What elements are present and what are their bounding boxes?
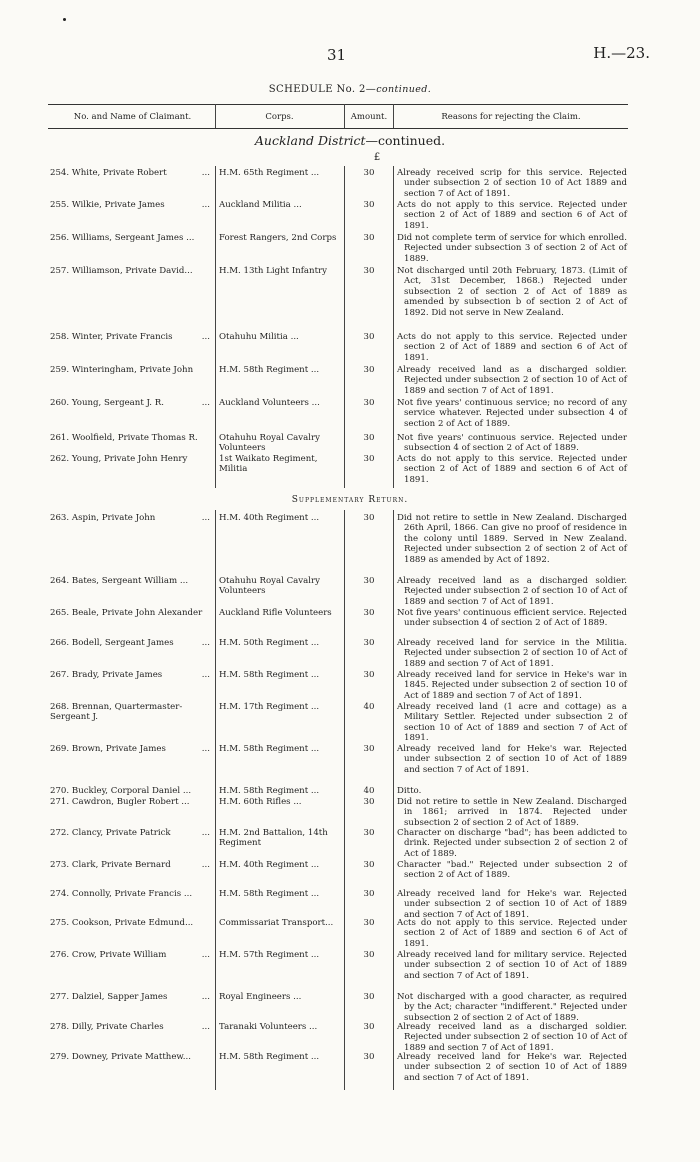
claimant-cell bbox=[50, 266, 214, 276]
claimant-cell bbox=[50, 860, 214, 870]
reason-cell bbox=[397, 786, 627, 796]
amount-cell: 30 bbox=[363, 1052, 375, 1062]
amount-cell: 30 bbox=[363, 365, 375, 375]
claimant-cell bbox=[50, 702, 214, 723]
page-number: 31 bbox=[327, 46, 347, 64]
leader-dots: ... bbox=[201, 638, 210, 648]
corps-cell: H.M. 58th Regiment ... bbox=[219, 670, 320, 680]
claimant-name: Bodell, Sergeant James bbox=[71, 638, 174, 648]
reason-cell bbox=[397, 365, 627, 396]
corps-cell: Commissariat Transport... bbox=[219, 918, 334, 928]
column-divider bbox=[215, 166, 216, 488]
claimant-name: Winter, Private Francis bbox=[71, 332, 173, 342]
claimant-cell bbox=[50, 608, 214, 618]
amount-cell: 30 bbox=[363, 433, 375, 443]
claim-number: 259. bbox=[50, 365, 70, 375]
reason-cell bbox=[397, 638, 627, 669]
claim-number: 260. bbox=[50, 398, 70, 408]
leader-dots: ... bbox=[201, 1022, 210, 1032]
district-suffix: —continued. bbox=[365, 133, 446, 148]
reason-text: Acts do not apply to this service. Rejected under section 2 of Act of 1889 and section 6 of Act of 1891. bbox=[397, 200, 627, 231]
claimant-cell bbox=[50, 433, 214, 443]
claim-number: 266. bbox=[50, 638, 70, 648]
reason-text: Already received land as a discharged soldier. Rejected under subsection 2 of section 10 of Act of 1889 and section 7 of Act of 1891. bbox=[397, 576, 627, 607]
reason-cell bbox=[397, 670, 627, 701]
reason-cell bbox=[397, 266, 627, 318]
reason-cell bbox=[397, 1052, 627, 1083]
claimant-cell bbox=[50, 744, 214, 754]
claim-number: 264. bbox=[50, 576, 70, 586]
corps-cell: H.M. 2nd Battalion, 14th Regiment bbox=[219, 828, 328, 849]
corps-cell: Otahuhu Royal Cavalry Volunteers bbox=[219, 433, 320, 454]
corps-cell: H.M. 58th Regiment ... bbox=[219, 889, 320, 899]
reason-cell bbox=[397, 744, 627, 775]
claimant-cell bbox=[50, 950, 214, 960]
reason-text: Already received land for service in the Militia. Rejected under subsection 2 of section 10 of Act of 1889 and section 7 of Act of 1891. bbox=[397, 638, 627, 669]
amount-cell: 30 bbox=[363, 576, 375, 586]
reason-text: Already received land for military service. Rejected under subsection 2 of section 10 of Act of 1889 and section 7 of Act of 1891. bbox=[397, 950, 627, 981]
reason-cell bbox=[397, 398, 627, 429]
reason-cell bbox=[397, 797, 627, 828]
corps-cell: Taranaki Volunteers ... bbox=[219, 1022, 318, 1032]
reason-text: Not discharged with a good character, as required by the Act; character "indifferent." Rejected under subsection 2 of section 2 of Act of 1889. bbox=[397, 992, 627, 1023]
amount-cell: 30 bbox=[363, 168, 375, 178]
amount-cell: 30 bbox=[363, 744, 375, 754]
leader-dots: ... bbox=[201, 950, 210, 960]
claim-number: 273. bbox=[50, 860, 70, 870]
claimant-cell bbox=[50, 786, 214, 796]
claim-number: 278. bbox=[50, 1022, 70, 1032]
claimant-cell bbox=[50, 168, 214, 178]
claimant-cell bbox=[50, 797, 214, 807]
claimant-cell bbox=[50, 365, 214, 375]
claimant-name: Brady, Private James bbox=[71, 670, 163, 680]
leader-dots: ... bbox=[201, 398, 210, 408]
corps-cell: Forest Rangers, 2nd Corps bbox=[219, 233, 337, 243]
claimant-cell bbox=[50, 398, 214, 408]
claim-number: 279. bbox=[50, 1052, 70, 1062]
claimant-cell bbox=[50, 576, 214, 586]
claimant-name: Dalziel, Sapper James bbox=[71, 992, 168, 1002]
amount-cell: 30 bbox=[363, 670, 375, 680]
column-divider bbox=[393, 510, 394, 1090]
reason-text: Not five years' continuous efficient service. Rejected under subsection 4 of section 2 of Act of 1889. bbox=[397, 608, 627, 629]
claimant-name: Wilkie, Private James bbox=[71, 200, 165, 210]
reason-cell bbox=[397, 950, 627, 981]
corps-cell: H.M. 17th Regiment ... bbox=[219, 702, 320, 712]
claimant-name: Connolly, Private Francis ... bbox=[71, 889, 193, 899]
corps-cell: Auckland Militia ... bbox=[219, 200, 302, 210]
column-divider bbox=[344, 510, 345, 1090]
claimant-name: Brown, Private James bbox=[71, 744, 166, 754]
claimant-name: Clark, Private Bernard bbox=[71, 860, 171, 870]
schedule-title bbox=[0, 84, 700, 95]
claimant-cell bbox=[50, 638, 214, 648]
claimant-cell bbox=[50, 233, 214, 243]
reason-text: Already received land for Heke's war. Rejected under subsection 2 of section 10 of Act of 1889 and section 7 of Act of 1891. bbox=[397, 1052, 627, 1083]
reason-cell bbox=[397, 332, 627, 363]
column-divider bbox=[344, 166, 345, 488]
reason-cell bbox=[397, 889, 627, 920]
claimant-cell bbox=[50, 454, 214, 464]
column-header-amount: Amount. bbox=[350, 112, 388, 122]
reason-text: Not discharged until 20th February, 1873. (Limit of Act, 31st December, 1868.) Rejected under subsection 2 of section 2 of Act of 1889 as amended by subsection b of section 2 of Act of 1892. Did not serve in New Zealand. bbox=[397, 266, 627, 318]
claimant-cell bbox=[50, 332, 214, 342]
claim-number: 265. bbox=[50, 608, 70, 618]
reason-cell bbox=[397, 433, 627, 454]
page-mark bbox=[63, 18, 66, 21]
claim-number: 261. bbox=[50, 433, 70, 443]
district-name: Auckland District bbox=[254, 133, 366, 148]
supplementary-heading: Supplementary Return. bbox=[291, 495, 409, 505]
schedule-continued: continued. bbox=[376, 84, 432, 95]
amount-cell: 30 bbox=[363, 918, 375, 928]
claimant-cell bbox=[50, 828, 214, 838]
claimant-cell bbox=[50, 1022, 214, 1032]
leader-dots: ... bbox=[201, 670, 210, 680]
claimant-cell bbox=[50, 200, 214, 210]
claimant-name: White, Private Robert bbox=[71, 168, 167, 178]
schedule-title-text: SCHEDULE No. 2— bbox=[268, 84, 377, 95]
reason-text: Already received land (1 acre and cottage) as a Military Settler. Rejected under subsection 2 of section 10 of Act of 1889 and section 7 of Act of 1891. bbox=[397, 702, 627, 744]
amount-cell: 30 bbox=[363, 828, 375, 838]
reason-text: Character "bad." Rejected under subsection 2 of section 2 of Act of 1889. bbox=[397, 860, 627, 881]
reason-cell bbox=[397, 702, 627, 744]
corps-cell: H.M. 58th Regiment ... bbox=[219, 365, 320, 375]
reason-text: Already received land for Heke's war. Rejected under subsection 2 of section 10 of Act of 1889 and section 7 of Act of 1891. bbox=[397, 889, 627, 920]
claim-number: 255. bbox=[50, 200, 70, 210]
corps-cell: H.M. 58th Regiment ... bbox=[219, 786, 320, 796]
corps-cell: 1st Waikato Regiment, Militia bbox=[219, 454, 318, 475]
reason-cell bbox=[397, 608, 627, 629]
reason-text: Already received land as a discharged soldier. Rejected under subsection 2 of section 10 of Act of 1889 and section 7 of Act of 1891. bbox=[397, 1022, 627, 1053]
reason-cell bbox=[397, 576, 627, 607]
reason-text: Acts do not apply to this service. Rejected under section 2 of Act of 1889 and section 6 of Act of 1891. bbox=[397, 454, 627, 485]
claim-number: 271. bbox=[50, 797, 70, 807]
claimant-name: Clancy, Private Patrick bbox=[71, 828, 171, 838]
claimant-name: Downey, Private Matthew... bbox=[71, 1052, 191, 1062]
corps-cell: H.M. 58th Regiment ... bbox=[219, 1052, 320, 1062]
corps-cell: Otahuhu Militia ... bbox=[219, 332, 299, 342]
claim-number: 256. bbox=[50, 233, 70, 243]
column-divider bbox=[393, 166, 394, 488]
leader-dots: ... bbox=[201, 168, 210, 178]
reason-text: Already received land as a discharged soldier. Rejected under subsection 2 of section 10 of Act of 1889 and section 7 of Act of 1891. bbox=[397, 365, 627, 396]
corps-cell: H.M. 50th Regiment ... bbox=[219, 638, 320, 648]
claimant-cell bbox=[50, 513, 214, 523]
claimant-name: Williamson, Private David... bbox=[71, 266, 193, 276]
claimant-cell bbox=[50, 889, 214, 899]
claim-number: 257. bbox=[50, 266, 70, 276]
amount-cell: 30 bbox=[363, 233, 375, 243]
leader-dots: ... bbox=[201, 860, 210, 870]
corps-cell: H.M. 58th Regiment ... bbox=[219, 744, 320, 754]
claim-number: 262. bbox=[50, 454, 70, 464]
claimant-name: Young, Sergeant J. R. bbox=[71, 398, 164, 408]
column-header-name: No. and Name of Claimant. bbox=[73, 112, 192, 122]
column-divider bbox=[215, 510, 216, 1090]
claim-number: 268. bbox=[50, 702, 70, 712]
corps-cell: Royal Engineers ... bbox=[219, 992, 302, 1002]
claimant-name: Crow, Private William bbox=[71, 950, 167, 960]
corps-cell: Otahuhu Royal Cavalry Volunteers bbox=[219, 576, 320, 597]
reason-cell bbox=[397, 992, 627, 1023]
claimant-name: Dilly, Private Charles bbox=[71, 1022, 164, 1032]
claimant-name: Young, Private John Henry bbox=[71, 454, 188, 464]
reason-text: Not five years' continuous service; no record of any service whatever. Rejected under subsection 4 of section 2 of Act of 1889. bbox=[397, 398, 627, 429]
claim-number: 254. bbox=[50, 168, 70, 178]
reason-cell bbox=[397, 860, 627, 881]
amount-cell: 30 bbox=[363, 992, 375, 1002]
reason-text: Acts do not apply to this service. Rejected under section 2 of Act of 1889 and section 6 of Act of 1891. bbox=[397, 332, 627, 363]
amount-cell: 30 bbox=[363, 513, 375, 523]
amount-cell: 30 bbox=[363, 332, 375, 342]
reason-cell bbox=[397, 233, 627, 264]
corps-cell: H.M. 40th Regiment ... bbox=[219, 860, 320, 870]
reason-cell bbox=[397, 1022, 627, 1053]
reason-cell bbox=[397, 513, 627, 565]
table-top-rule bbox=[48, 104, 628, 105]
claim-number: 272. bbox=[50, 828, 70, 838]
leader-dots: ... bbox=[201, 332, 210, 342]
corps-cell: H.M. 60th Rifles ... bbox=[219, 797, 302, 807]
claim-number: 258. bbox=[50, 332, 70, 342]
claim-number: 276. bbox=[50, 950, 70, 960]
reason-text: Already received scrip for this service. Rejected under subsection 2 of section 10 of Act 1889 and section 7 of Act of 1891. bbox=[397, 168, 627, 199]
corps-cell: H.M. 57th Regiment ... bbox=[219, 950, 320, 960]
claimant-name: Buckley, Corporal Daniel ... bbox=[71, 786, 192, 796]
leader-dots: ... bbox=[201, 828, 210, 838]
reason-text: Did not retire to settle in New Zealand. Discharged 26th April, 1866. Can give no proof of residence in the colony until 1889. Served in New Zealand. Rejected under subsection 2 of section 2 of Act of 1889 as amended by Act of 1892. bbox=[397, 513, 627, 565]
currency-symbol: £ bbox=[373, 152, 381, 163]
header-divider bbox=[344, 104, 345, 128]
claimant-name: Cawdron, Bugler Robert ... bbox=[71, 797, 190, 807]
amount-cell: 30 bbox=[363, 638, 375, 648]
reason-text: Ditto. bbox=[397, 786, 422, 796]
document-reference: H.—23. bbox=[593, 44, 650, 62]
claim-number: 277. bbox=[50, 992, 70, 1002]
corps-cell: H.M. 65th Regiment ... bbox=[219, 168, 320, 178]
reason-text: Did not complete term of service for which enrolled. Rejected under subsection 3 of section 2 of Act of 1889. bbox=[397, 233, 627, 264]
claimant-name: Williams, Sergeant James ... bbox=[71, 233, 195, 243]
claim-number: 263. bbox=[50, 513, 70, 523]
amount-cell: 30 bbox=[363, 797, 375, 807]
reason-text: Already received land for service in Heke's war in 1845. Rejected under subsection 2 of section 10 of Act of 1889 and section 7 of Act of 1891. bbox=[397, 670, 627, 701]
amount-cell: 30 bbox=[363, 200, 375, 210]
claim-number: 267. bbox=[50, 670, 70, 680]
corps-cell: Auckland Volunteers ... bbox=[219, 398, 320, 408]
claimant-cell bbox=[50, 992, 214, 1002]
amount-cell: 30 bbox=[363, 454, 375, 464]
amount-cell: 40 bbox=[363, 786, 375, 796]
amount-cell: 30 bbox=[363, 860, 375, 870]
leader-dots: ... bbox=[201, 744, 210, 754]
claimant-name: Brennan, Quartermaster-Sergeant J. bbox=[50, 702, 183, 723]
claim-number: 269. bbox=[50, 744, 70, 754]
corps-cell: H.M. 13th Light Infantry bbox=[219, 266, 328, 276]
corps-cell: H.M. 40th Regiment ... bbox=[219, 513, 320, 523]
header-divider bbox=[393, 104, 394, 128]
amount-cell: 40 bbox=[363, 702, 375, 712]
claim-number: 274. bbox=[50, 889, 70, 899]
amount-cell: 30 bbox=[363, 608, 375, 618]
reason-text: Already received land for Heke's war. Rejected under subsection 2 of section 10 of Act of 1889 and section 7 of Act of 1891. bbox=[397, 744, 627, 775]
claimant-name: Winteringham, Private John bbox=[71, 365, 194, 375]
reason-text: Character on discharge "bad"; has been addicted to drink. Rejected under subsection 2 of section 2 of Act of 1889. bbox=[397, 828, 627, 859]
claimant-name: Aspin, Private John bbox=[71, 513, 156, 523]
leader-dots: ... bbox=[201, 513, 210, 523]
amount-cell: 30 bbox=[363, 1022, 375, 1032]
reason-cell bbox=[397, 168, 627, 199]
claim-number: 275. bbox=[50, 918, 70, 928]
district-heading bbox=[0, 133, 700, 148]
claimant-name: Cookson, Private Edmund... bbox=[71, 918, 194, 928]
claimant-cell bbox=[50, 918, 214, 928]
corps-cell: Auckland Rifle Volunteers bbox=[219, 608, 332, 618]
amount-cell: 30 bbox=[363, 889, 375, 899]
reason-text: Acts do not apply to this service. Rejected under section 2 of Act of 1889 and section 6 of Act of 1891. bbox=[397, 918, 627, 949]
reason-cell bbox=[397, 200, 627, 231]
header-bottom-rule bbox=[48, 128, 628, 129]
leader-dots: ... bbox=[201, 200, 210, 210]
reason-text: Not five years' continuous service. Rejected under subsection 4 of section 2 of Act of 1889. bbox=[397, 433, 627, 454]
claimant-cell bbox=[50, 1052, 214, 1062]
reason-text: Did not retire to settle in New Zealand. Discharged in 1861; arrived in 1874. Rejected under subsection 2 of section 2 of Act of 1889. bbox=[397, 797, 627, 828]
claimant-name: Woolfield, Private Thomas R. bbox=[71, 433, 198, 443]
claimant-cell bbox=[50, 670, 214, 680]
header-divider bbox=[215, 104, 216, 128]
leader-dots: ... bbox=[201, 992, 210, 1002]
column-header-corps: Corps. bbox=[265, 112, 294, 122]
amount-cell: 30 bbox=[363, 950, 375, 960]
reason-cell bbox=[397, 454, 627, 485]
reason-cell bbox=[397, 828, 627, 859]
claim-number: 270. bbox=[50, 786, 70, 796]
claimant-name: Beale, Private John Alexander bbox=[71, 608, 203, 618]
amount-cell: 30 bbox=[363, 398, 375, 408]
amount-cell: 30 bbox=[363, 266, 375, 276]
reason-cell bbox=[397, 918, 627, 949]
column-header-reasons: Reasons for rejecting the Claim. bbox=[441, 112, 581, 122]
claimant-name: Bates, Sergeant William ... bbox=[71, 576, 189, 586]
